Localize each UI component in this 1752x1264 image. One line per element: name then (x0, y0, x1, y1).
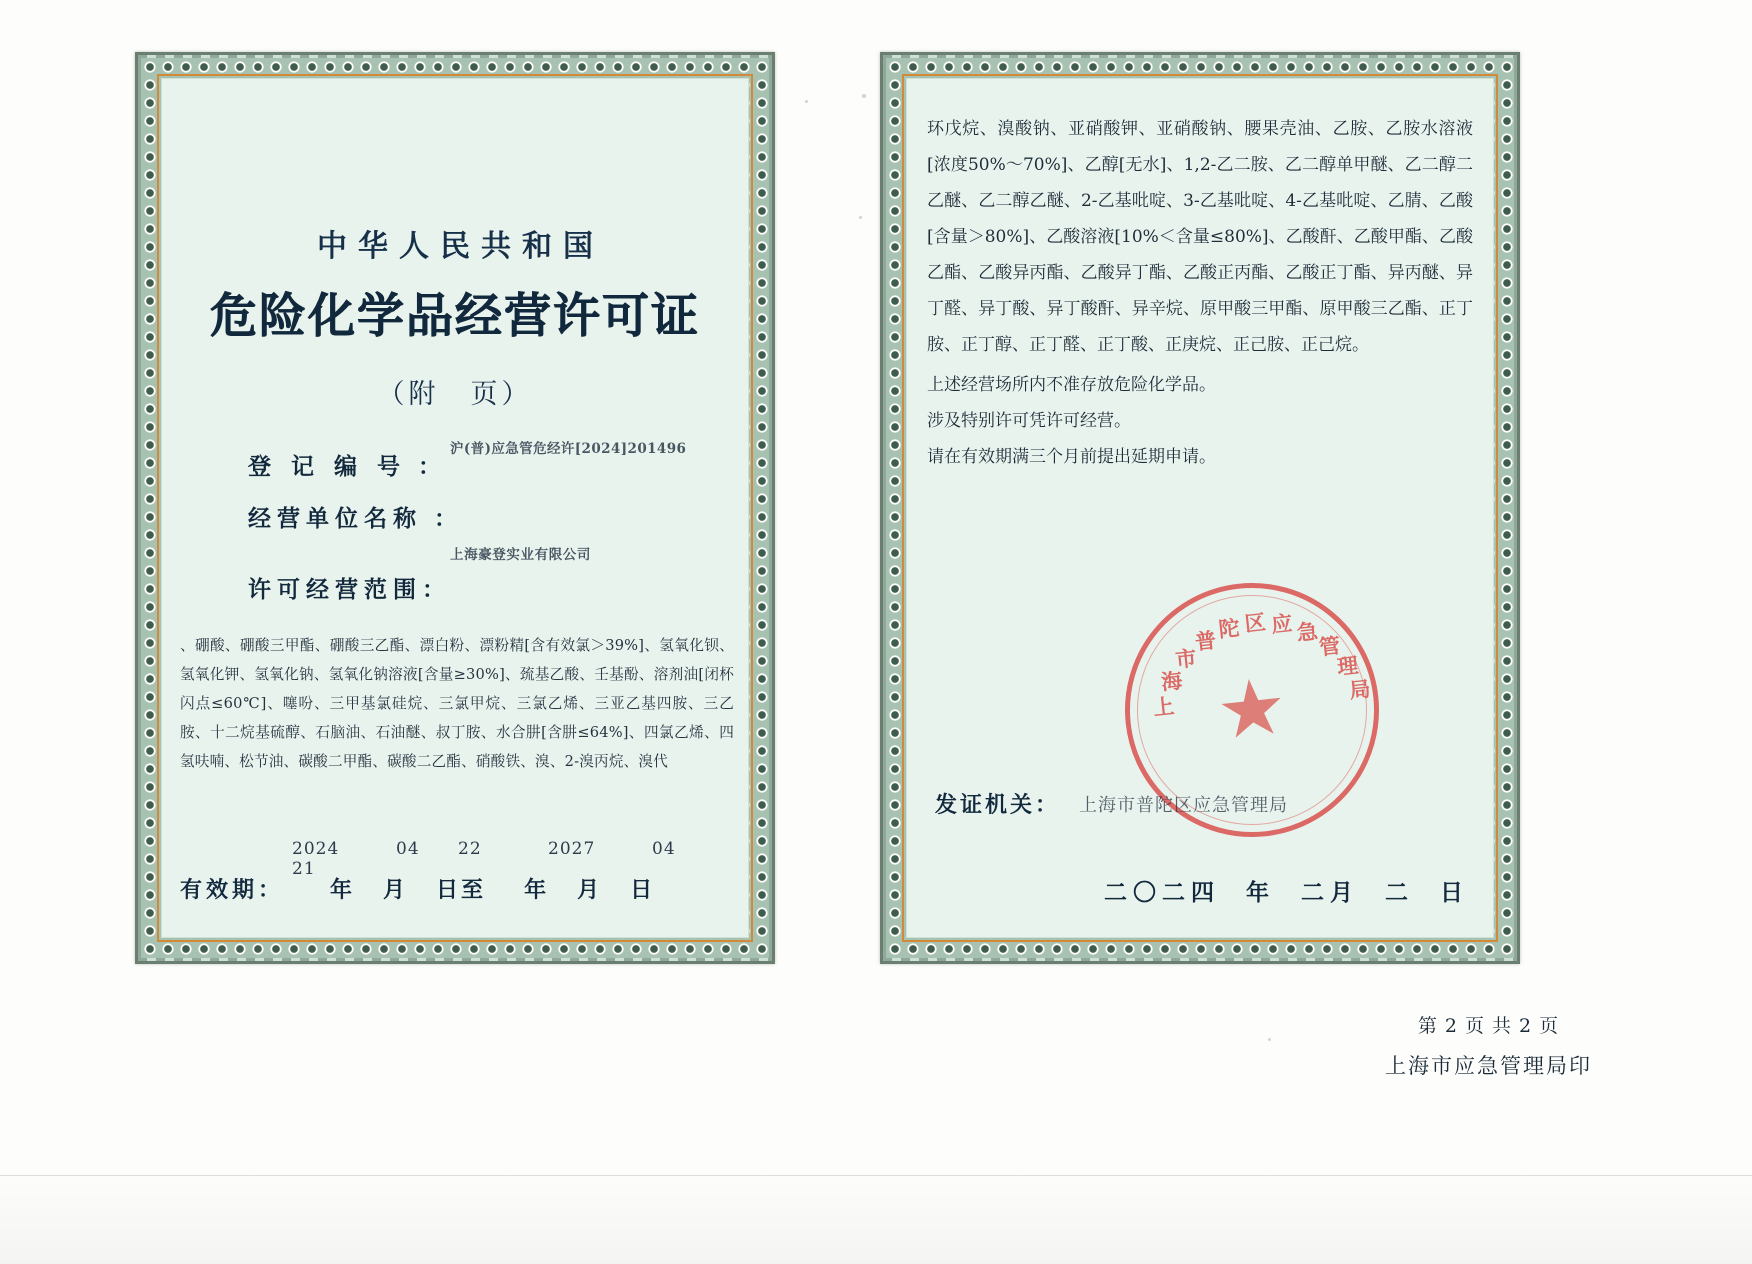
company-name-label: 经营单位名称 (248, 505, 422, 532)
registration-number-colon: ： (418, 453, 448, 480)
certificate-sub-title: （附 页） (377, 379, 533, 410)
validity-start-day: 22 (458, 839, 482, 859)
certificate-paper-left (161, 78, 749, 938)
scan-speck (862, 94, 866, 98)
certificate-page-left (135, 52, 775, 964)
issue-date-year-char: 年 (1246, 879, 1275, 906)
issuing-authority-stamp-text: 上海市应急管理局印 (1385, 1054, 1592, 1078)
notes-block (927, 367, 1473, 475)
certificate-paper-right (906, 78, 1494, 938)
note-item-2: 涉及特别许可凭许可经营。 (927, 411, 1131, 431)
validity-month-char-2: 月 (577, 877, 603, 903)
issue-date-month: 二 (1301, 879, 1330, 906)
issue-date-day-char: 日 (1440, 879, 1469, 906)
registration-number-row (162, 441, 748, 493)
validity-day-char: 日 (630, 877, 656, 903)
validity-start-month: 04 (396, 839, 420, 859)
issue-date-day: 二 (1385, 879, 1414, 906)
validity-year-char-2: 年 (524, 877, 550, 903)
validity-label: 有效期： (180, 877, 285, 903)
validity-end-year: 2027 (548, 839, 596, 859)
issue-date-year: 二〇二四 (1104, 879, 1220, 906)
registration-number-label: 登 记 编 号 (248, 453, 407, 480)
issue-date-row (1104, 874, 1469, 907)
company-name-row (162, 493, 748, 563)
validity-end-month: 04 (652, 839, 676, 859)
note-item-1: 上述经营场所内不准存放危险化学品。 (927, 375, 1216, 395)
scan-speck (805, 100, 808, 103)
validity-template-line (180, 873, 655, 904)
scan-speck (1268, 1038, 1271, 1041)
seal-arc-text: 上 海 市 普 陀 区 应 急 管 理 局 (1151, 609, 1372, 721)
validity-day-to: 日至 (436, 877, 487, 903)
chemical-list-text: 环戊烷、溴酸钠、亚硝酸钾、亚硝酸钠、腰果壳油、乙胺、乙胺水溶液[浓度50%～70%]、乙醇[无水]、1,2-乙二胺、乙二醇单甲醚、乙二醇二乙醚、乙二醇乙醚、2-乙基吡啶、3-乙基吡啶、4-乙基吡啶、乙腈、乙酸[含量＞80%]、乙酸溶液[10%＜含量≤80%]、乙酸酐、乙酸甲酯、乙酸乙酯、乙酸异丙酯、乙酸异丁酯、乙酸正丙酯、乙酸正丁酯、异丙醚、异丁醛、异丁酸、异丁酸酐、异辛烷、原甲酸三甲酯、原甲酸三乙酯、正丁胺、正丁醇、正丁醛、正丁酸、正庚烷、正己胺、正己烷。 (927, 119, 1473, 355)
issuer-label: 发证机关： (935, 792, 1061, 818)
seal-star-icon (1218, 676, 1286, 744)
note-item-3: 请在有效期满三个月前提出延期申请。 (927, 447, 1216, 467)
scan-bottom-shadow (0, 1168, 1752, 1264)
company-name-value: 上海豪登实业有限公司 (450, 547, 591, 563)
page-number: 第 2 页 共 2 页 (1417, 1015, 1560, 1037)
issuer-name: 上海市普陀区应急管理局 (1079, 795, 1288, 816)
company-name-colon: ： (434, 505, 463, 532)
scan-speck (859, 216, 862, 219)
validity-month-char-1: 月 (383, 877, 409, 903)
scope-colon: ： (422, 576, 451, 603)
validity-row (180, 839, 734, 911)
validity-year-char-1: 年 (330, 877, 356, 903)
scope-label: 许可经营范围 (248, 576, 422, 603)
issue-date-month-char: 月 (1330, 879, 1359, 906)
nation-title: 中华人民共和国 (317, 229, 604, 264)
fields-block (162, 441, 748, 563)
certificate-page-right (880, 52, 1520, 964)
validity-end-day: 21 (292, 859, 316, 879)
registration-number-value: 沪(普)应急管危经许[2024]201496 (450, 441, 687, 457)
document-footer (1385, 1011, 1592, 1080)
validity-start-year: 2024 (292, 839, 340, 859)
scope-text: 、硼酸、硼酸三甲酯、硼酸三乙酯、漂白粉、漂粉精[含有效氯＞39%]、氢氧化钡、氢氧化钾、氢氧化钠、氢氧化钠溶液[含量≥30%]、巯基乙酸、壬基酚、溶剂油[闭杯闪点≤60℃]、噻吩、三甲基氯硅烷、三氯甲烷、三氯乙烯、三亚乙基四胺、三乙胺、十二烷基硫醇、石脑油、石油醚、叔丁胺、水合肼[含肼≤64%]、四氯乙烯、四氢呋喃、松节油、碳酸二甲酯、碳酸二乙酯、硝酸铁、溴、2-溴丙烷、溴代 (180, 637, 734, 770)
certificate-main-title: 危险化学品经营许可证 (210, 289, 700, 344)
